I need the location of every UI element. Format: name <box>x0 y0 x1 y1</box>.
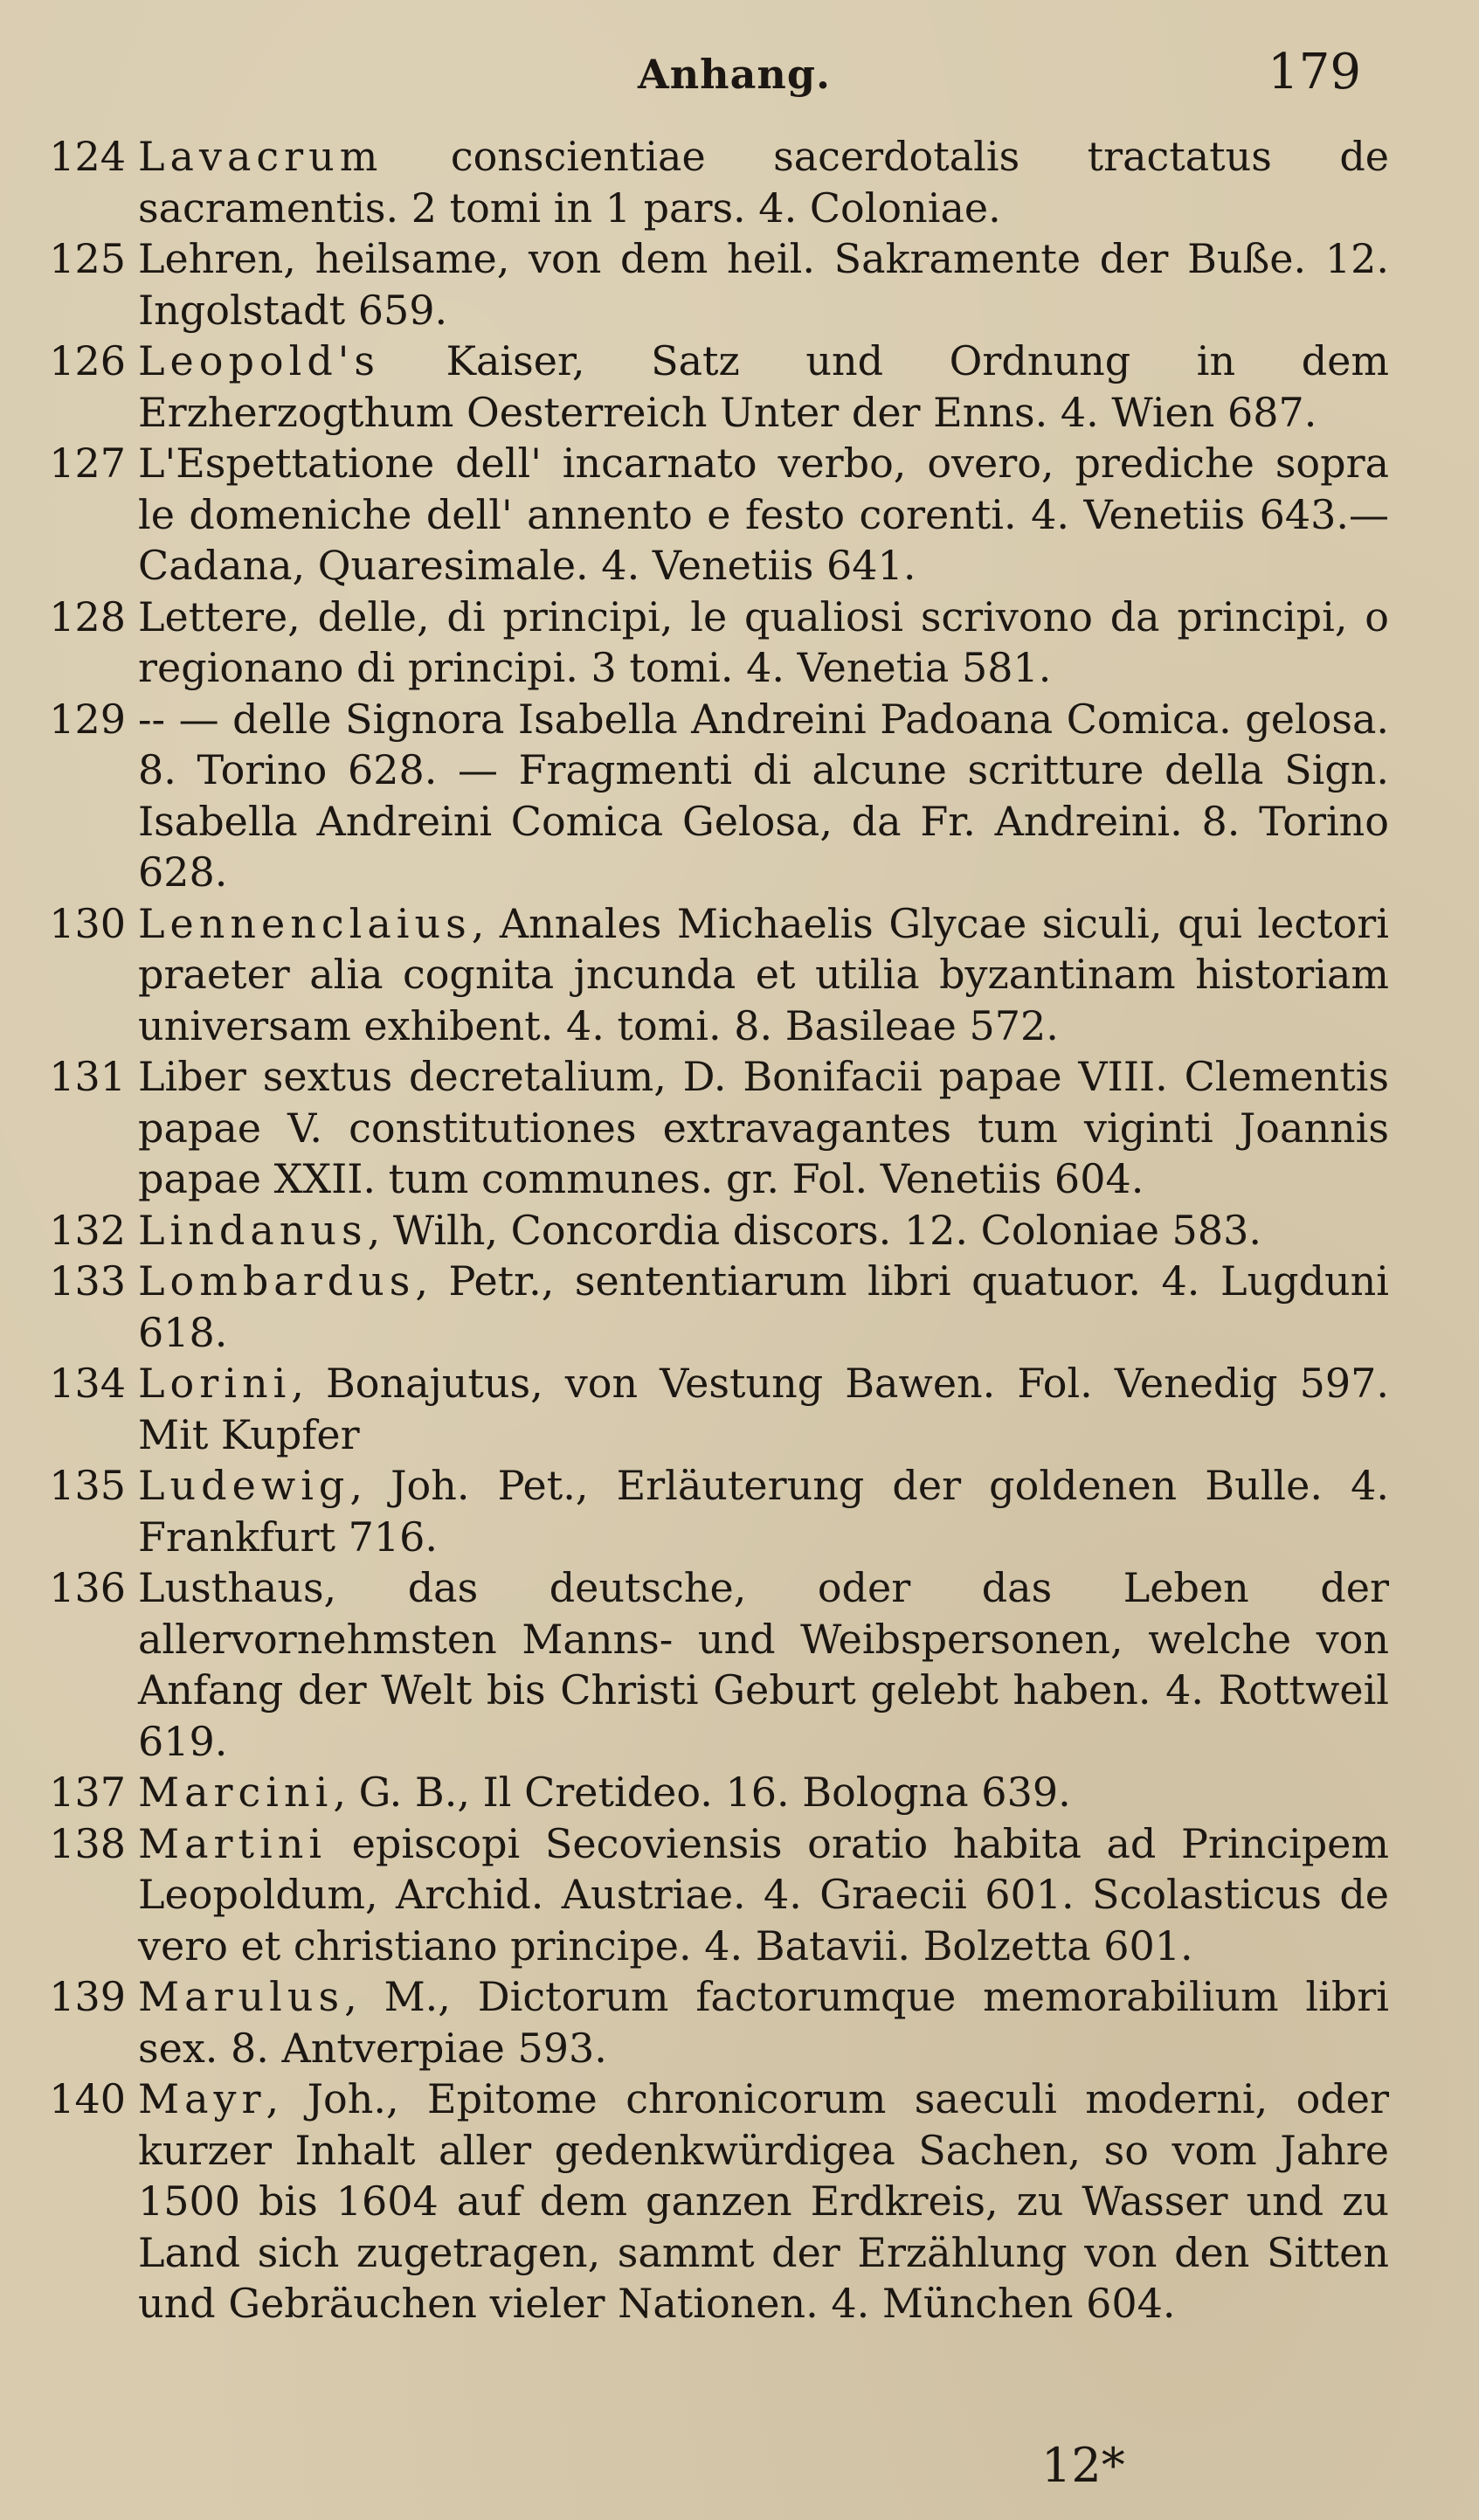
signature-mark: 12* <box>1041 2438 1125 2493</box>
entry-text <box>138 233 1389 336</box>
running-title: Anhang. <box>638 51 832 98</box>
entry-body: , Joh. Pet., Erläuterung der goldenen Bulle. 4. Frankfurt 716. <box>138 1462 1389 1561</box>
entry-body: , Wilh, Concordia discors. 12. Coloniae 583. <box>367 1206 1261 1254</box>
entry-body: Kaiser, Satz und Ordnung in dem Erzherzogthum Oesterreich Unter der Enns. 4. Wien 687. <box>138 337 1389 436</box>
bibliography-entry <box>26 1767 1389 1818</box>
entry-number: 127 <box>49 440 126 487</box>
page-number: 179 <box>1268 44 1361 100</box>
entry-body: Lehren, heilsame, von dem heil. Sakramente der Buße. 12. Ingolstadt 659. <box>138 235 1389 334</box>
entry-body: Liber sextus decretalium, D. Bonifacii papae VIII. Clementis papae V. constitutiones extravagantes tum viginti Joannis papae XXII. tum communes. gr. Fol. Venetiis 604. <box>138 1053 1389 1202</box>
bibliography-entry <box>26 1971 1389 2073</box>
entry-number: 134 <box>49 1360 126 1407</box>
bibliography-entry <box>26 233 1389 336</box>
entry-text <box>138 592 1389 694</box>
bibliography-entry <box>26 1562 1389 1767</box>
bibliography-entry <box>26 438 1389 592</box>
entry-author: Marcini <box>138 1769 334 1816</box>
entry-body: , G. B., Il Cretideo. 16. Bologna 639. <box>333 1769 1071 1816</box>
entry-text <box>138 1460 1389 1562</box>
entry-number: 135 <box>49 1462 126 1509</box>
bibliography-entry <box>26 1460 1389 1562</box>
bibliography-entry <box>26 898 1389 1052</box>
entry-body: conscientiae sacerdotalis tractatus de sacramentis. 2 tomi in 1 pars. 4. Coloniae. <box>138 133 1389 232</box>
entry-number: 125 <box>49 235 126 282</box>
entry-text <box>138 1818 1389 1972</box>
entry-number: 138 <box>49 1819 126 1867</box>
bibliography-entry <box>26 1051 1389 1205</box>
entry-body: episcopi Secoviensis oratio habita ad Principem Leopoldum, Archid. Austriae. 4. Graecii 601. Scolasticus de vero et christiano principe. 4. Batavii. Bolzetta 601. <box>138 1819 1389 1970</box>
entry-text <box>138 2073 1389 2330</box>
entry-body: , Petr., sententiarum libri quatuor. 4. Lugduni 618. <box>138 1257 1389 1356</box>
entry-body: , Bonajutus, von Vestung Bawen. Fol. Venedig 597. Mit Kupfer <box>138 1360 1389 1458</box>
bibliography-entry <box>26 131 1389 233</box>
entry-text <box>138 438 1389 592</box>
bibliography-entry <box>26 2073 1389 2330</box>
entry-body: L'Espettatione dell' incarnato verbo, overo, prediche sopra le domeniche dell' annento e festo corenti. 4. Venetiis 643.— Cadana, Quaresimale. 4. Venetiis 641. <box>138 440 1389 589</box>
entry-number: 133 <box>49 1257 126 1305</box>
entry-number: 131 <box>49 1053 126 1100</box>
entry-text <box>138 131 1389 233</box>
entry-number: 136 <box>49 1564 126 1611</box>
entry-text <box>138 1205 1389 1257</box>
bibliography-entry <box>26 1205 1389 1257</box>
entry-body: -- — delle Signora Isabella Andreini Padoana Comica. gelosa. 8. Torino 628. — Fragmenti di alcune scritture della Sign. Isabella Andreini Comica Gelosa, da Fr. Andreini. 8. Torino 628. <box>138 695 1389 896</box>
entry-number: 139 <box>49 1973 126 2020</box>
entry-number: 140 <box>49 2075 126 2122</box>
entry-number: 124 <box>49 133 126 180</box>
entry-text <box>138 1256 1389 1358</box>
entry-author: Ludewig <box>138 1462 350 1509</box>
bibliography-entry <box>26 1358 1389 1460</box>
entry-body: , Joh., Epitome chronicorum saeculi moderni, oder kurzer Inhalt aller gedenkwürdigea Sachen, so vom Jahre 1500 bis 1604 auf dem ganzen Erdkreis, zu Wasser und zu Land sich zugetragen, sammt der Erzählung von den Sitten und Gebräuchen vieler Nationen. 4. München 604. <box>138 2075 1389 2327</box>
bibliography-entry <box>26 336 1389 438</box>
entry-number: 129 <box>49 695 126 743</box>
bibliography-entry <box>26 592 1389 694</box>
entry-text <box>138 1971 1389 2073</box>
bibliography-entry <box>26 694 1389 898</box>
entry-number: 128 <box>49 592 126 640</box>
entry-author: Leopold's <box>138 337 381 384</box>
entry-text <box>138 1051 1389 1205</box>
bibliography-entry <box>26 1256 1389 1358</box>
entry-text <box>138 1767 1389 1818</box>
page-header <box>0 38 1479 108</box>
entry-number: 130 <box>49 899 126 947</box>
entry-author: Marulus <box>138 1973 345 2020</box>
entry-body: , Annales Michaelis Glycae siculi, qui lectori praeter alia cognita jncunda et utilia byzantinam historiam universam exhibent. 4. tomi. 8. Basileae 572. <box>138 899 1389 1049</box>
entry-text <box>138 336 1389 438</box>
entry-author: Martini <box>138 1819 328 1867</box>
entry-body: Lettere, delle, di principi, le qualiosi scrivono da principi, o regionano di principi. 3 tomi. 4. Venetia 581. <box>138 592 1389 691</box>
entry-number: 132 <box>49 1206 126 1254</box>
entry-author: Lindanus <box>138 1206 368 1254</box>
entry-author: Lennenclaius <box>138 899 472 947</box>
entry-number: 126 <box>49 337 126 384</box>
entry-body: Lusthaus, das deutsche, oder das Leben der allervornehmsten Manns- und Weibspersonen, welche von Anfang der Welt bis Christi Geburt gelebt haben. 4. Rottweil 619. <box>138 1564 1389 1765</box>
bibliography-entry <box>26 1818 1389 1972</box>
entry-text <box>138 1358 1389 1460</box>
entry-author: Lombardus <box>138 1257 416 1305</box>
entry-text <box>138 898 1389 1052</box>
entry-body: , M., Dictorum factorumque memorabilium libri sex. 8. Antverpiae 593. <box>138 1973 1389 2072</box>
entry-author: Lavacrum <box>138 133 384 180</box>
bibliography-list <box>26 131 1389 2330</box>
entry-author: Mayr <box>138 2075 266 2122</box>
entry-text <box>138 694 1389 898</box>
entry-number: 137 <box>49 1769 126 1816</box>
entry-author: Lorini <box>138 1360 292 1407</box>
entry-text <box>138 1562 1389 1767</box>
